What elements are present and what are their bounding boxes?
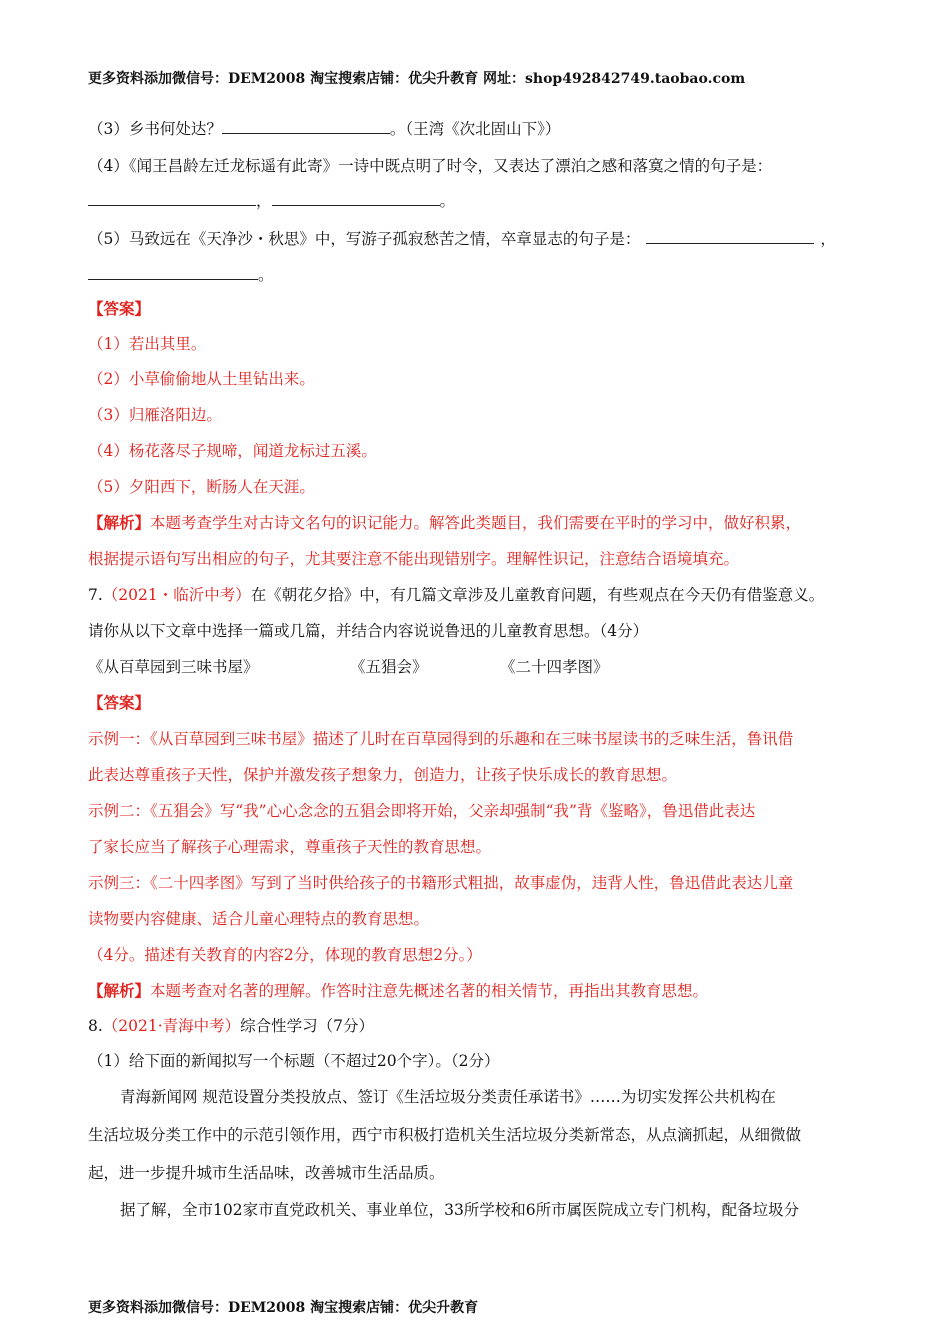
answer-label-2: 【答案】	[88, 693, 151, 712]
question-4-blanks	[88, 190, 870, 212]
q4-separator: ，	[256, 192, 272, 210]
answer-label: 【答案】	[88, 299, 151, 318]
q7-option: 《五猖会》	[350, 658, 428, 676]
example-3-line-2: 读物要内容健康、适合儿童心理特点的教育思想。	[88, 910, 430, 928]
analysis-2	[88, 980, 870, 1002]
example-2-line-2: 了家长应当了解孩子心理需求，尊重孩子天性的教育思想。	[88, 838, 492, 856]
q4-end: 。	[439, 192, 456, 210]
question-3	[88, 118, 870, 140]
page-header: 更多资料添加微信号：DEM2008 淘宝搜索店铺：优尖升教育 网址：shop492842749.taobao.com	[88, 71, 746, 87]
question-5-blanks	[88, 264, 870, 286]
example-3-line-1: 示例三：《二十四孝图》写到了当时供给孩子的书籍形式粗拙，故事虚伪，违背人性，鲁迅借此表达儿童	[88, 874, 794, 892]
example-1-line-1: 示例一：《从百草园到三味书屋》描述了儿时在百草园得到的乐趣和在三味书屋读书的乏味生活，鲁讯借	[88, 730, 794, 748]
answer-item: （2）小草偷偷地从土里钻出来。	[88, 370, 315, 388]
question-4: （4）《闻王昌龄左迁龙标遥有此寄》一诗中既点明了时令，又表达了漂泊之感和落寞之情的句子是：	[88, 157, 773, 175]
news-paragraph-1-line-1: 青海新闻网 规范设置分类投放点、签订《生活垃圾分类责任承诺书》……为切实发挥公共机构在	[120, 1088, 776, 1106]
q3-prefix: （3）乡书何处达？	[88, 120, 222, 138]
q3-suffix: 。（王湾《次北固山下》）	[389, 120, 561, 138]
q7-source: （2021・临沂中考）	[102, 586, 251, 604]
q5-comma: ，	[820, 230, 836, 248]
analysis-text: 本题考查学生对古诗文名句的识记能力。解答此类题目，我们需要在平时的学习中，做好积累，	[150, 514, 802, 532]
question-7-line-2: 请你从以下文章中选择一篇或几篇，并结合内容说说鲁迅的儿童教育思想。（4分）	[88, 622, 649, 640]
q7-text: 在《朝花夕拾》中，有几篇文章涉及儿童教育问题，有些观点在今天仍有借鉴意义。	[250, 586, 825, 604]
analysis-1-line-1	[88, 512, 870, 534]
page-footer: 更多资料添加微信号：DEM2008 淘宝搜索店铺：优尖升教育	[88, 1300, 479, 1316]
question-8	[88, 1015, 870, 1037]
news-paragraph-1-line-2: 生活垃圾分类工作中的示范引领作用，西宁市积极打造机关生活垃圾分类新常态，从点滴抓起，从细微做	[88, 1126, 802, 1144]
q5-blank-2[interactable]	[88, 265, 258, 280]
q8-source: （2021·青海中考）	[102, 1017, 241, 1035]
answer-item: （4）杨花落尽子规啼，闻道龙标过五溪。	[88, 442, 377, 460]
question-7	[88, 584, 870, 606]
q4-blank-1[interactable]	[88, 191, 256, 206]
analysis-label: 【解析】	[88, 513, 151, 532]
question-5	[88, 228, 870, 250]
example-2-line-1: 示例二：《五猖会》写“我”心心念念的五猖会即将开始，父亲却强制“我”背《鉴略》，鲁迅借此表达	[88, 802, 756, 820]
analysis-text: 本题考查对名著的理解。作答时注意先概述名著的相关情节，再指出其教育思想。	[150, 982, 709, 1000]
q8-title: 综合性学习（7分）	[240, 1017, 375, 1035]
q5-end: 。	[258, 266, 274, 284]
news-paragraph-2-line-1: 据了解，全市102家市直党政机关、事业单位，33所学校和6所市属医院成立专门机构，配备垃圾分	[120, 1201, 800, 1219]
scoring-note: （4分。描述有关教育的内容2分，体现的教育思想2分。）	[88, 946, 482, 964]
q5-blank-1[interactable]	[646, 229, 814, 244]
q7-option: 《从百草园到三味书屋》	[88, 658, 259, 676]
q4-blank-2[interactable]	[272, 191, 440, 206]
question-8-sub-1: （1）给下面的新闻拟写一个标题（不超过20个字）。（2分）	[88, 1052, 500, 1070]
q3-blank[interactable]	[222, 119, 390, 134]
analysis-1-line-2: 根据提示语句写出相应的句子，尤其要注意不能出现错别字。理解性识记，注意结合语境填充。	[88, 550, 740, 568]
q7-number: 7.	[88, 586, 103, 604]
answer-item: （5）夕阳西下，断肠人在天涯。	[88, 478, 315, 496]
example-1-line-2: 此表达尊重孩子天性，保护并激发孩子想象力，创造力，让孩子快乐成长的教育思想。	[88, 766, 678, 784]
news-paragraph-1-line-3: 起，进一步提升城市生活品味，改善城市生活品质。	[88, 1164, 445, 1182]
q5-text: （5）马致远在《天净沙・秋思》中，写游子孤寂愁苦之情，卒章显志的句子是：	[88, 230, 641, 248]
analysis-label: 【解析】	[88, 981, 151, 1000]
answer-item: （3）归雁洛阳边。	[88, 406, 222, 424]
q7-option: 《二十四孝图》	[500, 658, 609, 676]
q8-number: 8.	[88, 1017, 103, 1035]
answer-item: （1）若出其里。	[88, 335, 207, 353]
